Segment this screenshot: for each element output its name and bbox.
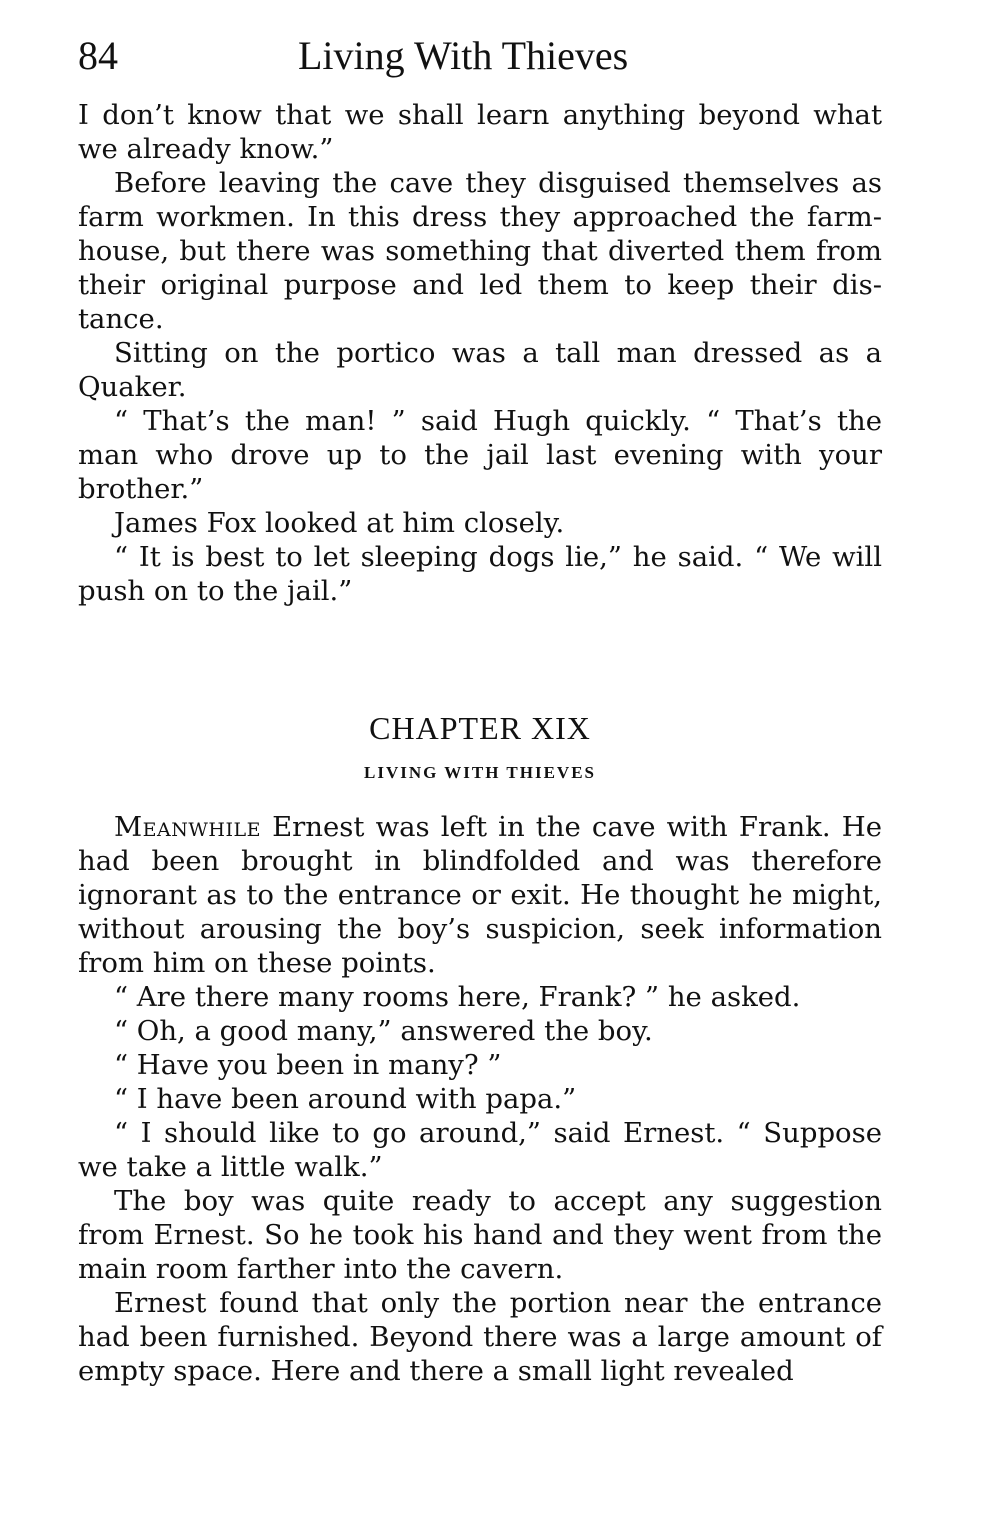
chapter-start	[78, 708, 882, 1388]
chapter-lead-word: Meanwhile	[114, 811, 261, 843]
running-title: Living With Thieves	[298, 33, 629, 78]
paragraph: Before leaving the cave they disguised themselves as farm workmen. In this dress they approached the farm-house, but there was something that diverted them from their original purpose and led them to keep their dis-tance.	[78, 167, 882, 335]
paragraph: “ I should like to go around,” said Ernest. “ Suppose we take a little walk.”	[78, 1117, 882, 1183]
running-head	[78, 28, 882, 98]
paragraph: The boy was quite ready to accept any suggestion from Ernest. So he took his hand and they went from the main room farther into the cavern.	[78, 1185, 882, 1285]
paragraph: James Fox looked at him closely.	[114, 507, 565, 539]
paragraph: “ Oh, a good many,” answered the boy.	[114, 1015, 653, 1047]
paragraph: I don’t know that we shall learn anything beyond what we already know.”	[78, 99, 882, 165]
paragraph: “ I have been around with papa.”	[114, 1083, 577, 1115]
paragraph: “ It is best to let sleeping dogs lie,” he said. “ We will push on to the jail.”	[78, 541, 882, 607]
chapter-first-paragraph	[78, 810, 882, 980]
book-page	[78, 28, 882, 1388]
page-number: 84	[78, 33, 118, 78]
paragraph: “ That’s the man! ” said Hugh quickly. “ That’s the man who drove up to the jail last evening with your brother.”	[78, 405, 882, 505]
paragraph: Sitting on the portico was a tall man dressed as a Quaker.	[78, 337, 882, 403]
chapter-subtitle: LIVING WITH THIEVES	[364, 763, 596, 782]
chapter-first-paragraph-text: Ernest was left in the cave with Frank. He had been brought in blindfolded and was therefore ignorant as to the entrance or exit. He thought he might, without arousing the boy’s suspicion, seek information from him on these points.	[78, 811, 882, 979]
paragraph: “ Have you been in many? ”	[114, 1049, 502, 1081]
section-previous-chapter-end	[78, 98, 882, 608]
section-break	[78, 608, 882, 708]
chapter-heading: CHAPTER XIX	[369, 710, 591, 746]
paragraph: “ Are there many rooms here, Frank? ” he asked.	[114, 981, 801, 1013]
paragraph: Ernest found that only the portion near the entrance had been furnished. Beyond there was a large amount of empty space. Here and there a small light revealed	[78, 1287, 882, 1387]
